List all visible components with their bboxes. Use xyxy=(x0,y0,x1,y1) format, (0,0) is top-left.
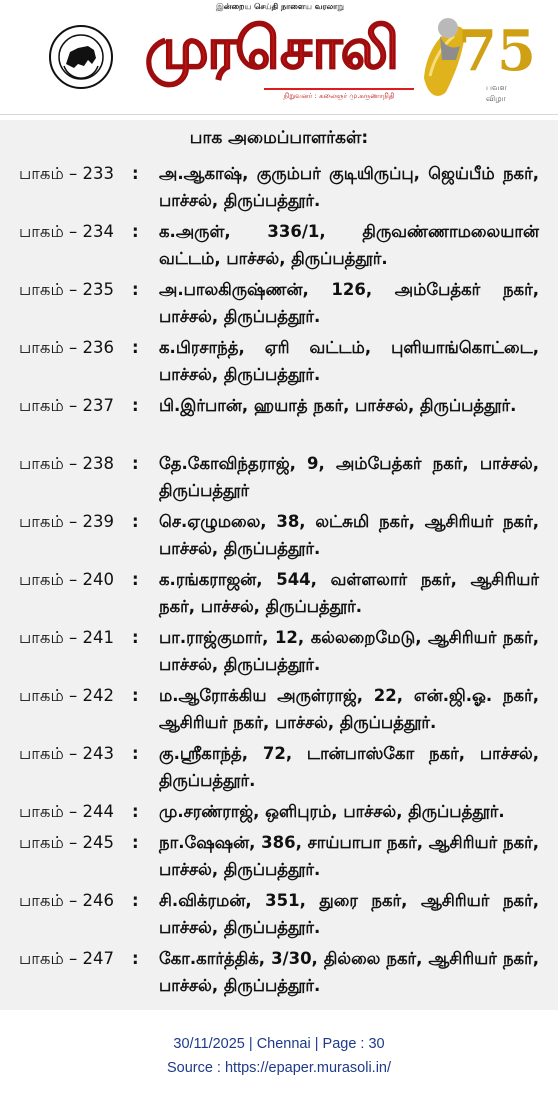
separator: : xyxy=(132,164,139,183)
list-item xyxy=(0,450,558,508)
list-item xyxy=(0,392,558,450)
booth-number: பாகம் – 242 xyxy=(19,686,114,705)
separator: : xyxy=(132,454,139,473)
organiser-details: கு.ஸ்ரீகாந்த், 72, டான்பாஸ்கோ நகர், பாச்சல், திருப்பத்தூர். xyxy=(159,744,539,790)
organiser-details: அ.பாலகிருஷ்ணன், 126, அம்பேத்கர் நகர், பாச்சல், திருப்பத்தூர். xyxy=(159,280,539,326)
list-item xyxy=(0,218,558,276)
booth-organisers-list xyxy=(0,160,558,1003)
separator: : xyxy=(132,280,139,299)
separator: : xyxy=(132,686,139,705)
booth-number: பாகம் – 234 xyxy=(19,222,114,241)
list-item xyxy=(0,829,558,887)
organiser-details: அ.ஆகாஷ், குரும்பர் குடியிருப்பு, ஜெய்பீம் நகர், பாச்சல், திருப்பத்தூர். xyxy=(159,164,539,210)
separator: : xyxy=(132,396,139,415)
booth-number: பாகம் – 237 xyxy=(19,396,114,415)
organiser-details: பா.ராஜ்குமார், 12, கல்லறைமேடு, ஆசிரியர் நகர், பாச்சல், திருப்பத்தூர். xyxy=(159,628,539,674)
list-item xyxy=(0,624,558,682)
list-item xyxy=(0,945,558,1003)
article-clipping xyxy=(0,120,558,1010)
svg-text:பவள: பவள xyxy=(486,83,507,92)
organiser-details: சி.விக்ரமன், 351, துரை நகர், ஆசிரியர் நகர், பாச்சல், திருப்பத்தூர். xyxy=(159,891,539,937)
edition-info: 30/11/2025 | Chennai | Page : 30 xyxy=(173,1036,385,1052)
booth-number: பாகம் – 244 xyxy=(19,802,114,821)
booth-number: பாகம் – 246 xyxy=(19,891,114,910)
organiser-details: க.பிரசாந்த், ஏரி வட்டம், புளியாங்கொட்டை, பாச்சல், திருப்பத்தூர். xyxy=(159,338,539,384)
booth-number: பாகம் – 240 xyxy=(19,570,114,589)
list-item xyxy=(0,276,558,334)
separator: : xyxy=(132,338,139,357)
booth-number: பாகம் – 239 xyxy=(19,512,114,531)
booth-number: பாகம் – 235 xyxy=(19,280,114,299)
masthead xyxy=(0,0,558,112)
source-footer xyxy=(0,1032,558,1080)
organiser-details: க.ரங்கராஜன், 544, வள்ளலார் நகர், ஆசிரியர் நகர், பாச்சல், திருப்பத்தூர். xyxy=(159,570,539,616)
organiser-details: பி.இர்பான், ஹயாத் நகர், பாச்சல், திருப்பத்தூர். xyxy=(159,396,517,415)
organiser-details: க.அருள், 336/1, திருவண்ணாமலையான் வட்டம், பாச்சல், திருப்பத்தூர். xyxy=(159,222,539,268)
list-item xyxy=(0,740,558,798)
organiser-details: செ.ஏழுமலை, 38, லட்சுமி நகர், ஆசிரியர் நகர், பாச்சல், திருப்பத்தூர். xyxy=(159,512,539,558)
separator: : xyxy=(132,802,139,821)
booth-number: பாகம் – 233 xyxy=(19,164,114,183)
booth-number: பாகம் – 245 xyxy=(19,833,114,852)
organiser-details: கோ.கார்த்திக், 3/30, தில்லை நகர், ஆசிரியர் நகர், பாச்சல், திருப்பத்தூர். xyxy=(159,949,539,995)
separator: : xyxy=(132,222,139,241)
booth-number: பாகம் – 236 xyxy=(19,338,114,357)
svg-text:விழா: விழா xyxy=(486,94,506,103)
list-item xyxy=(0,566,558,624)
party-seal-logo xyxy=(48,24,114,90)
booth-number: பாகம் – 247 xyxy=(19,949,114,968)
separator: : xyxy=(132,512,139,531)
list-item xyxy=(0,798,558,829)
booth-number: பாகம் – 238 xyxy=(19,454,114,473)
founder-subtag: நிறுவனர் : கலைஞர் மு.கருணாநிதி xyxy=(264,88,414,103)
list-item xyxy=(0,682,558,740)
separator: : xyxy=(132,570,139,589)
list-item xyxy=(0,334,558,392)
booth-number: பாகம் – 243 xyxy=(19,744,114,763)
masthead-divider xyxy=(0,114,558,115)
list-item xyxy=(0,508,558,566)
organiser-details: தே.கோவிந்தராஜ், 9, அம்பேத்கர் நகர், பாச்சல், திருப்பத்தூர் xyxy=(159,454,539,500)
murasoli-wordmark-logo: முரசொலி xyxy=(144,14,398,82)
list-item xyxy=(0,160,558,218)
booth-number: பாகம் – 241 xyxy=(19,628,114,647)
platinum-jubilee-emblem xyxy=(416,6,536,110)
list-item xyxy=(0,887,558,945)
organiser-details: மு.சரண்ராஜ், ஒளிபுரம், பாச்சல், திருப்பத்தூர். xyxy=(159,802,505,821)
svg-text:75: 75 xyxy=(458,18,536,84)
separator: : xyxy=(132,833,139,852)
masthead-tagline: இன்றைய செய்தி நாளைய வரலாறு xyxy=(215,2,345,11)
organiser-details: ம.ஆரோக்கிய அருள்ராஜ், 22, என்.ஜி.ஓ. நகர், ஆசிரியர் நகர், பாச்சல், திருப்பத்தூர். xyxy=(159,686,539,732)
separator: : xyxy=(132,949,139,968)
separator: : xyxy=(132,891,139,910)
separator: : xyxy=(132,744,139,763)
organiser-details: நா.ஷேஷன், 386, சாய்பாபா நகர், ஆசிரியர் நகர், பாச்சல், திருப்பத்தூர். xyxy=(159,833,540,879)
separator: : xyxy=(132,628,139,647)
article-heading: பாக அமைப்பாளர்கள்: xyxy=(189,128,369,148)
source-link[interactable]: Source : https://epaper.murasoli.in/ xyxy=(166,1060,392,1076)
